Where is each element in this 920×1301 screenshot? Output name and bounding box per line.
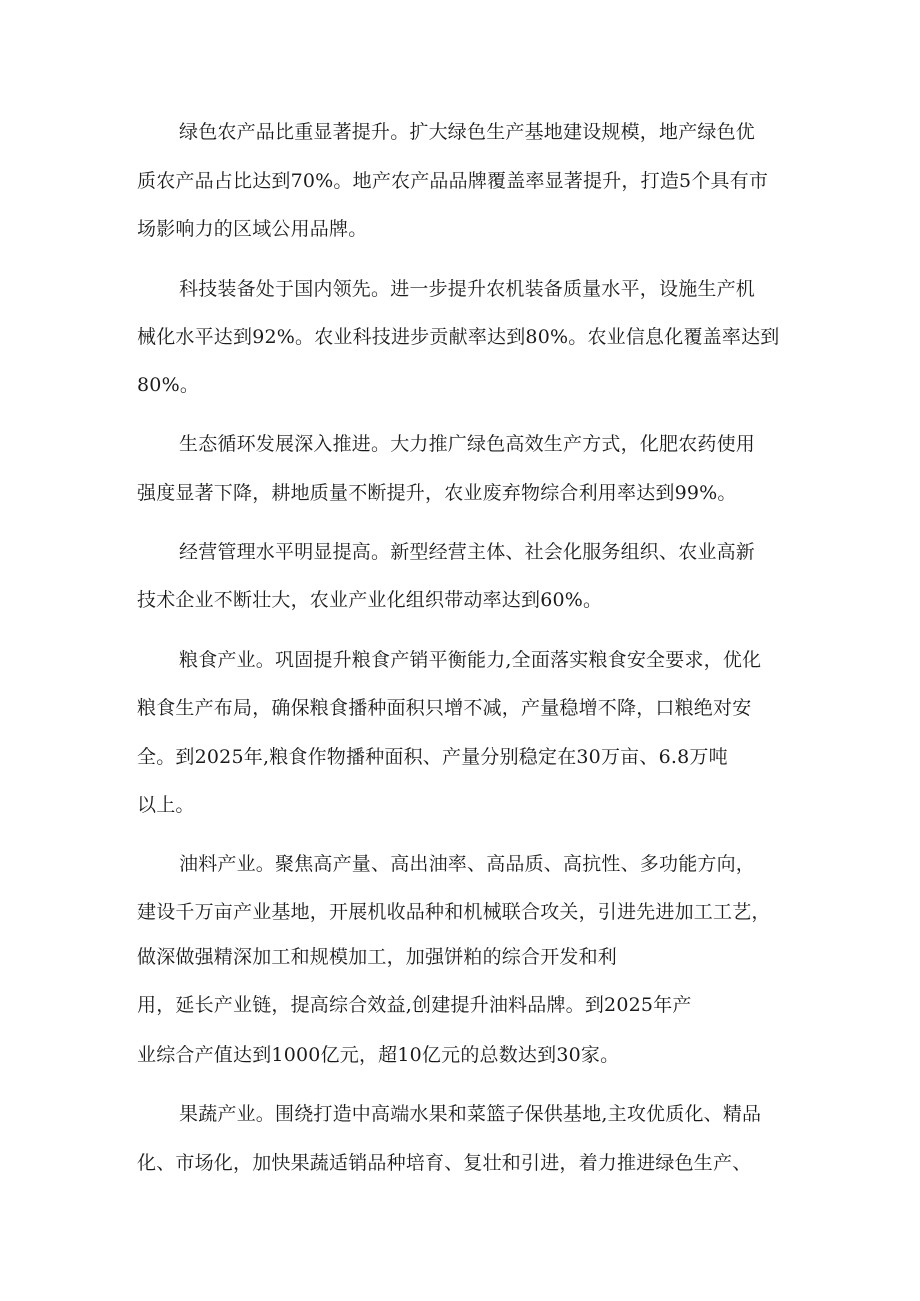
text-line: 械化水平达到92%。农业科技进步贡献率达到80%。农业信息化覆盖率达到: [137, 326, 780, 348]
text-line: 以上。: [137, 794, 195, 816]
text-line: 生态循环发展深入推进。大力推广绿色高效生产方式，化肥农药使用: [179, 433, 756, 455]
text-line: 粮食生产布局，确保粮食播种面积只增不减，产量稳增不降，口粮绝对安: [137, 697, 752, 719]
text-line: 技术企业不断壮大，农业产业化组织带动率达到60%。: [137, 589, 603, 611]
text-line: 质农产品占比达到70%。地产农产品品牌覆盖率显著提升，打造5个具有市: [137, 170, 769, 192]
text-line: 建设千万亩产业基地，开展机收品种和机械联合攻关，引进先进加工工艺，: [137, 901, 771, 923]
text-line: 强度显著下降，耕地质量不断提升，农业废弃物综合利用率达到99%。: [137, 482, 737, 504]
text-line: 全。到2025年,粮食作物播种面积、产量分别稳定在30万亩、6.8万吨: [137, 746, 728, 768]
text-line: 科技装备处于国内领先。进一步提升农机装备质量水平，设施生产机: [179, 278, 756, 300]
text-line: 油料产业。聚焦高产量、高出油率、高品质、高抗性、多功能方向，: [179, 853, 756, 875]
text-line: 经营管理水平明显提高。新型经营主体、社会化服务组织、农业高新: [179, 541, 756, 563]
text-line: 用，延长产业链，提高综合效益,创建提升油料品牌。到2025年产: [137, 994, 692, 1016]
text-line: 场影响力的区域公用品牌。: [137, 218, 368, 240]
text-line: 80%。: [137, 374, 200, 396]
text-line: 粮食产业。巩固提升粮食产销平衡能力,全面落实粮食安全要求，优化: [179, 649, 762, 671]
text-line: 果蔬产业。围绕打造中高端水果和菜篮子保供基地,主攻优质化、精品: [179, 1103, 762, 1125]
text-line: 化、市场化，加快果蔬适销品种培育、复壮和引进，着力推进绿色生产、: [137, 1152, 752, 1174]
text-line: 业综合产值达到1000亿元，超10亿元的总数达到30家。: [137, 1044, 620, 1066]
text-line: 绿色农产品比重显著提升。扩大绿色生产基地建设规模，地产绿色优: [179, 121, 756, 143]
text-line: 做深做强精深加工和规模加工，加强饼粕的综合开发和利: [137, 946, 618, 968]
